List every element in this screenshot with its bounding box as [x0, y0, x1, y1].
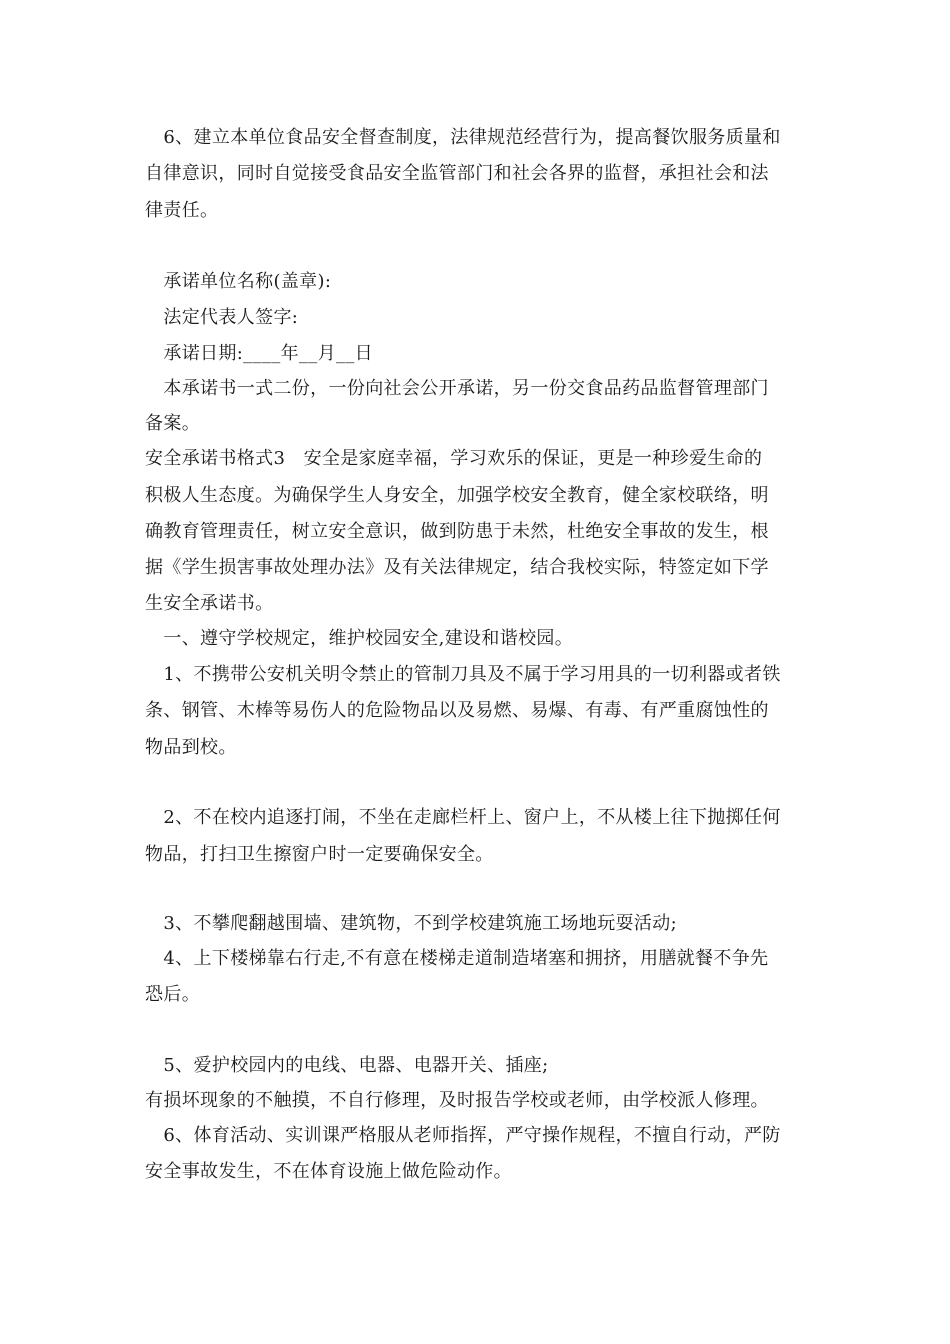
- text-line: 6、建立本单位食品安全督查制度，法律规范经营行为，提高餐饮服务质量和: [145, 127, 781, 148]
- list-item: 5、爱护校园内的电线、电器、电器开关、插座;: [145, 1055, 549, 1076]
- text-line: 备案。: [145, 413, 201, 434]
- commitment-date-field: 承诺日期:____年__月__日: [145, 343, 374, 364]
- section-heading-line: 安全承诺书格式3 安全是家庭幸福，学习欢乐的保证，更是一种珍爱生命的: [145, 448, 763, 469]
- legal-representative-signature-field: 法定代表人签字:: [145, 307, 299, 328]
- list-item: 4、上下楼梯靠右行走,不有意在楼梯走道制造堵塞和拥挤，用膳就餐不争先: [145, 948, 769, 969]
- list-heading: 一、遵守学校规定，维护校园安全,建设和谐校园。: [145, 628, 574, 649]
- text-line: 据《学生损害事故处理办法》及有关法律规定，结合我校实际，特签定如下学: [145, 557, 769, 578]
- list-item: 6、体育活动、实训课严格服从老师指挥，严守操作规程，不擅自行动，严防: [145, 1125, 781, 1146]
- text-line: 积极人生态度。为确保学生人身安全，加强学校安全教育，健全家校联络，明: [145, 485, 769, 506]
- commitment-unit-name-field: 承诺单位名称(盖章):: [145, 271, 332, 292]
- text-line: 条、钢管、木棒等易伤人的危险物品以及易燃、易爆、有毒、有严重腐蚀性的: [145, 700, 769, 721]
- text-line: 安全事故发生，不在体育设施上做危险动作。: [145, 1161, 512, 1182]
- list-item: 3、不攀爬翻越围墙、建筑物，不到学校建筑施工场地玩耍活动;: [145, 913, 678, 934]
- text-line: 有损坏现象的不触摸，不自行修理，及时报告学校或老师，由学校派人修理。: [145, 1090, 769, 1111]
- text-line: 本承诺书一式二份，一份向社会公开承诺，另一份交食品药品监督管理部门: [145, 378, 769, 399]
- list-item: 1、不携带公安机关明令禁止的管制刀具及不属于学习用具的一切利器或者铁: [145, 664, 781, 685]
- text-line: 生安全承诺书。: [145, 593, 274, 614]
- text-line: 物品，打扫卫生擦窗户时一定要确保安全。: [145, 844, 494, 865]
- text-line: 律责任。: [145, 200, 219, 221]
- text-line: 恐后。: [145, 984, 201, 1005]
- list-item: 2、不在校内追逐打闹，不坐在走廊栏杆上、窗户上，不从楼上往下抛掷任何: [145, 807, 781, 828]
- text-line: 物品到校。: [145, 737, 237, 758]
- text-line: 自律意识，同时自觉接受食品安全监管部门和社会各界的监督，承担社会和法: [145, 163, 769, 184]
- text-line: 确教育管理责任，树立安全意识，做到防患于未然，杜绝安全事故的发生，根: [145, 521, 769, 542]
